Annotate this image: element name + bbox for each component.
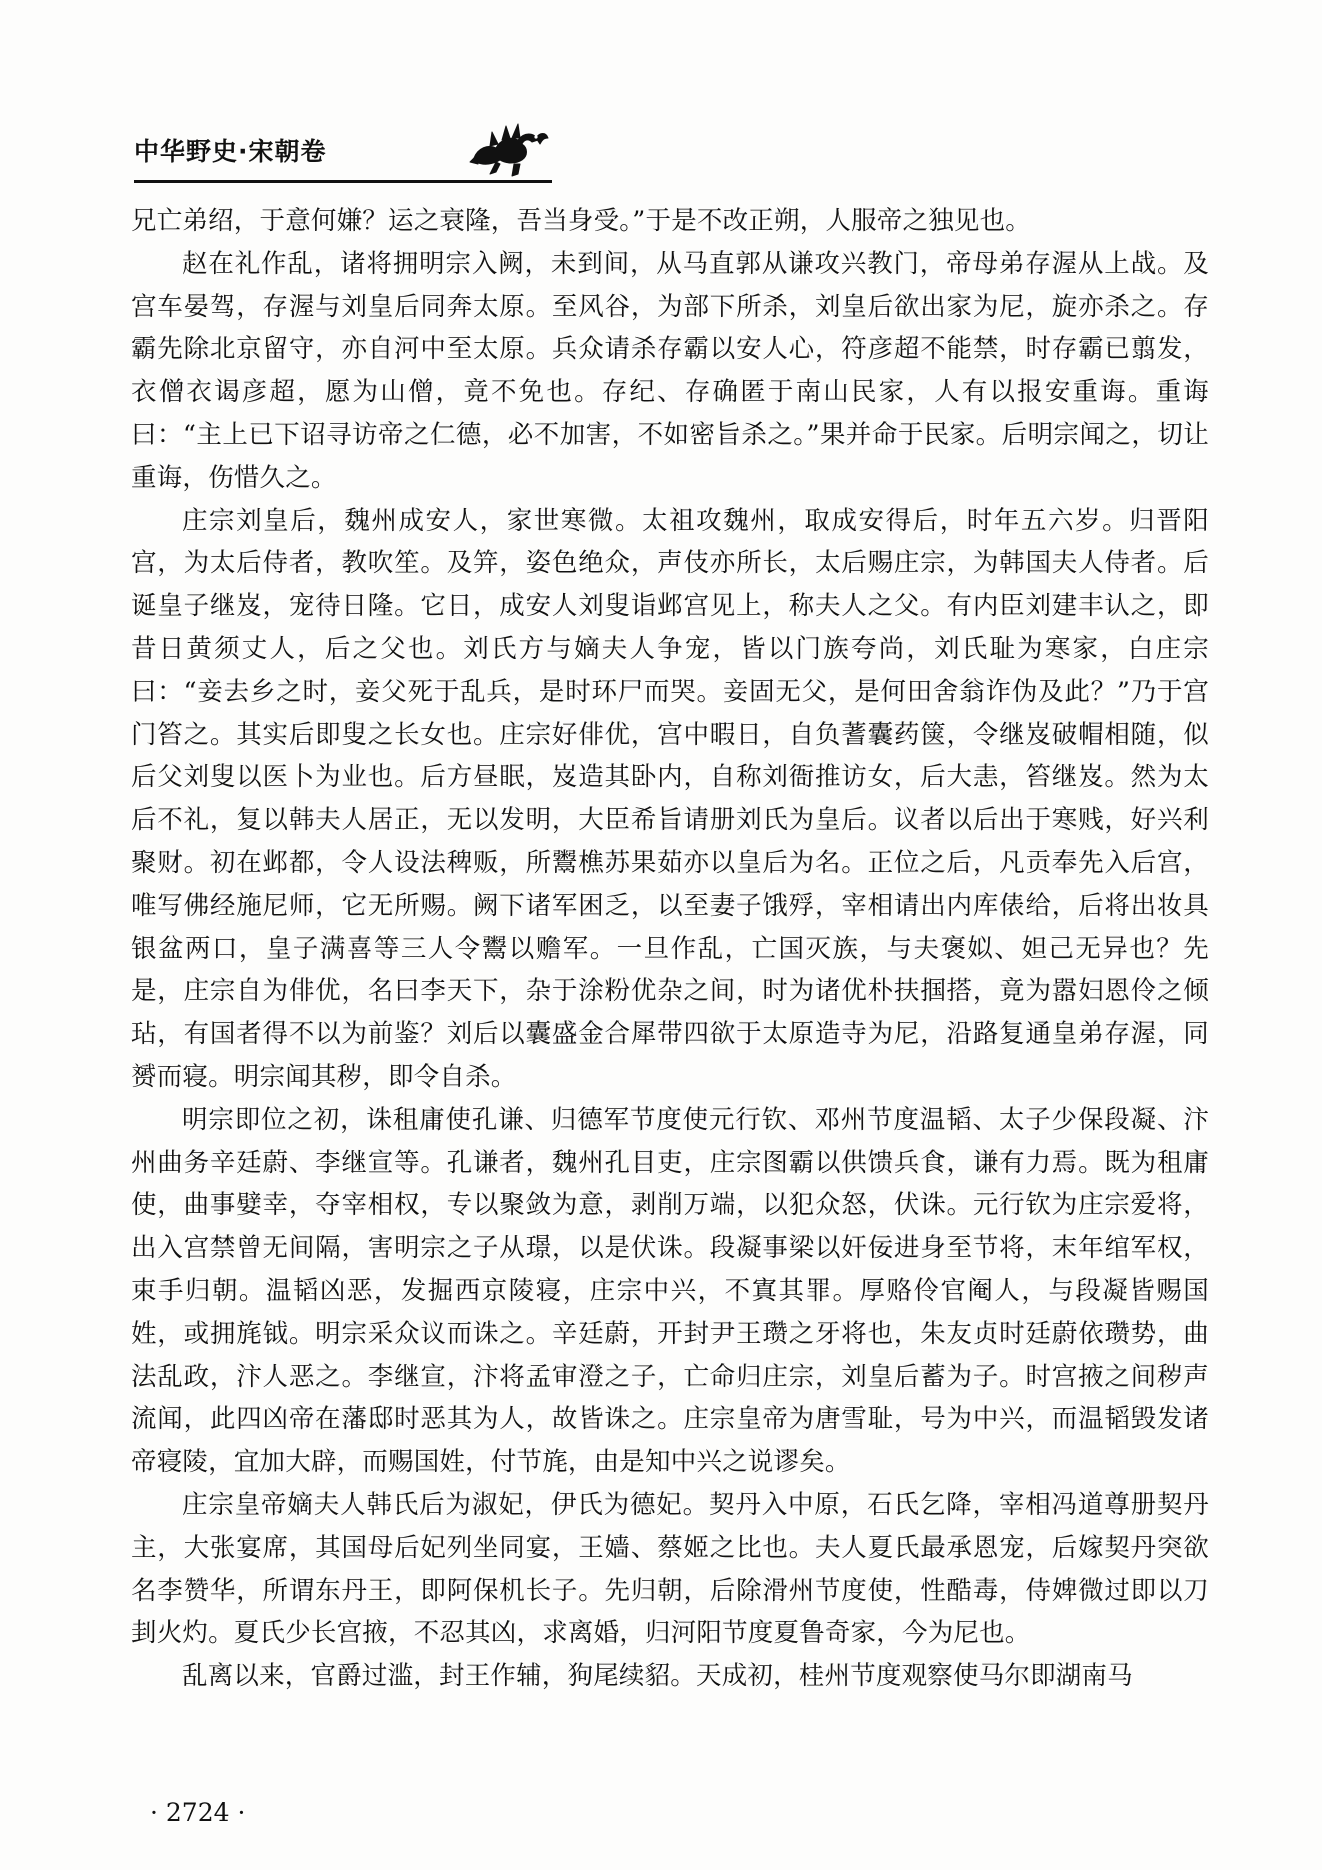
paragraph-1: 兄亡弟绍，于意何嫌？运之衰隆，吾当身受。”于是不改正朔，人服帝之独见也。 — [131, 206, 1031, 236]
dragon-emblem-icon — [466, 118, 550, 178]
header-rule — [134, 180, 552, 183]
running-header — [134, 118, 552, 184]
paragraph-3: 庄宗刘皇后，魏州成安人，家世寒微。太祖攻魏州，取成安得后，时年五六岁。归晋阳宫，为太后侍者，教吹笙。及笄，姿色绝众，声伎亦所长，太后赐庄宗，为韩国夫人侍者。后诞皇子继岌，宠待日隆。它日，成安人刘叟诣邺宫见上，称夫人之父。有内臣刘建丰认之，即昔日黄须丈人，后之父也。刘氏方与嫡夫人争宠，皆以门族夸尚，刘氏耻为寒家，白庄宗曰：“妾去乡之时，妾父死于乱兵，是时环尸而哭。妾固无父，是何田舍翁诈伪及此？”乃于宫门笞之。其实后即叟之长女也。庄宗好俳优，宫中暇日，自负蓍囊药箧，令继岌破帽相随，似后父刘叟以医卜为业也。后方昼眠，岌造其卧内，自称刘衙推访女，后大恚，笞继岌。然为太后不礼，复以韩夫人居正，无以发明，大臣希旨请册刘氏为皇后。议者以后出于寒贱，好兴利聚财。初在邺都，令人设法稗贩，所鬻樵苏果茹亦以皇后为名。正位之后，凡贡奉先入后宫，唯写佛经施尼师，它无所赐。阙下诸军困乏，以至妻子饿殍，宰相请出内库俵给，后将出妆具银盆两口，皇子满喜等三人令鬻以赡军。一旦作乱，亡国灭族，与夫褒姒、妲己无异也？先是，庄宗自为俳优，名曰李天下，杂于涂粉优杂之间，时为诸优朴扶掴搭，竟为嚣妇恩伶之倾玷，有国者得不以为前鉴？刘后以囊盛金合犀带四欲于太原造寺为尼，沿路复通皇弟存渥，同赟而寝。明宗闻其秽，即令自杀。 — [131, 505, 1209, 1092]
paragraph-6: 乱离以来，官爵过滥，封王作辅，狗尾续貂。天成初，桂州节度观察使马尔即湖南马 — [182, 1661, 1133, 1692]
paragraph-5: 庄宗皇帝嫡夫人韩氏后为淑妃，伊氏为德妃。契丹入中原，石氏乞降，宰相冯道尊册契丹主，大张宴席，其国母后妃列坐同宴，王嫱、蔡姬之比也。夫人夏氏最承恩宠，后嫁契丹突欲名李赞华，所谓东丹王，即阿保机长子。先归朝，后除滑州节度使，性酷毒，侍婢微过即以刀刲火灼。夏氏少长宫掖，不忍其凶，求离婚，归河阳节度夏鲁奇家，今为尼也。 — [131, 1489, 1209, 1649]
page-number: · 2724 · — [150, 1798, 246, 1827]
paragraph-2: 赵在礼作乱，诸将拥明宗入阙，未到间，从马直郭从谦攻兴教门，帝母弟存渥从上战。及宫车晏驾，存渥与刘皇后同奔太原。至风谷，为部下所杀，刘皇后欲出家为尼，旋亦杀之。存霸先除北京留守，亦自河中至太原。兵众请杀存霸以安人心，符彦超不能禁，时存霸已翦发，衣僧衣谒彦超，愿为山僧，竟不免也。存纪、存确匿于南山民家，人有以报安重诲。重诲曰：“主上已下诏寻访帝之仁德，必不加害，不如密旨杀之。”果并命于民家。后明宗闻之，切让重诲，伤惜久之。 — [131, 248, 1209, 493]
paragraph-4: 明宗即位之初，诛租庸使孔谦、归德军节度使元行钦、邓州节度温韬、太子少保段凝、汴州曲务辛廷蔚、李继宣等。孔谦者，魏州孔目吏，庄宗图霸以供馈兵食，谦有力焉。既为租庸使，曲事嬖幸，夺宰相权，专以聚敛为意，剥削万端，以犯众怒，伏诛。元行钦为庄宗爱将，出入宫禁曾无间隔，害明宗之子从璟，以是伏诛。段凝事梁以奸佞进身至节将，末年绾军权，束手归朝。温韬凶恶，发掘西京陵寝，庄宗中兴，不寘其罪。厚赂伶官阉人，与段凝皆赐国姓，或拥旄钺。明宗采众议而诛之。辛廷蔚，开封尹王瓒之牙将也，朱友贞时廷蔚依瓒势，曲法乱政，汴人恶之。李继宣，汴将孟审澄之子，亡命归庄宗，刘皇后蓄为子。时宫掖之间秽声流闻，此四凶帝在藩邸时恶其为人，故皆诛之。庄宗皇帝为唐雪耻，号为中兴，而温韬毁发诸帝寝陵，宜加大辟，而赐国姓，付节旄，由是知中兴之说谬矣。 — [131, 1104, 1209, 1478]
main-text — [131, 200, 1209, 1698]
book-title: 中华野史·宋朝卷 — [134, 137, 327, 166]
